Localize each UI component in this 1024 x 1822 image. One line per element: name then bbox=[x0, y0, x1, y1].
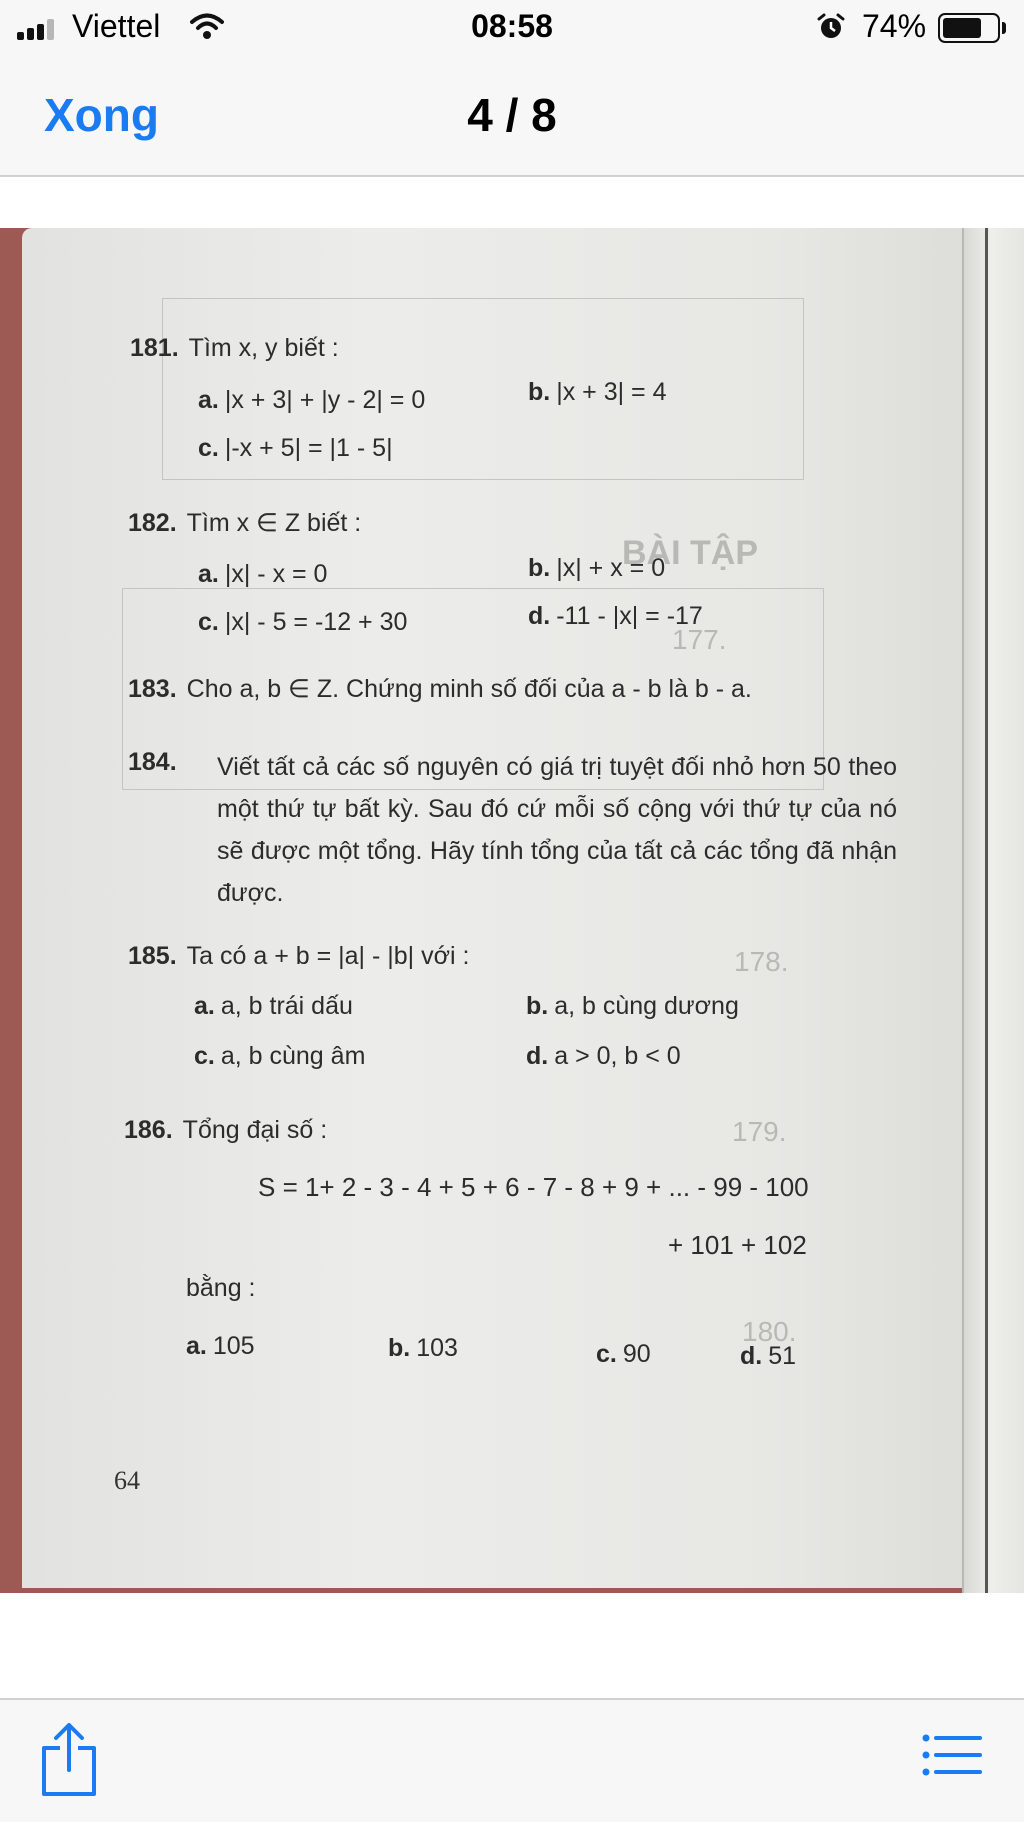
option-label: b. bbox=[388, 1334, 411, 1362]
option-182-b bbox=[528, 554, 665, 583]
option-label: d. bbox=[526, 1042, 549, 1070]
option-label: c. bbox=[198, 434, 219, 462]
option-181-a bbox=[198, 386, 425, 415]
option-text: -11 - |x| = -17 bbox=[556, 602, 703, 630]
battery-icon bbox=[938, 13, 1000, 43]
alarm-icon bbox=[816, 12, 846, 42]
problem-number: 183. bbox=[128, 675, 177, 703]
carrier-name: Viettel bbox=[72, 8, 161, 44]
list-icon[interactable] bbox=[922, 1734, 982, 1776]
bleed-number-180: 180. bbox=[742, 1316, 797, 1347]
option-label: b. bbox=[526, 992, 549, 1020]
problem-185 bbox=[128, 942, 469, 971]
done-button[interactable]: Xong bbox=[44, 89, 159, 141]
navigation-bar bbox=[0, 56, 1024, 177]
battery-tip bbox=[1002, 22, 1006, 34]
problem-184-number bbox=[128, 748, 187, 777]
bleed-number-179: 179. bbox=[732, 1116, 787, 1147]
option-text: a, b trái dấu bbox=[220, 992, 353, 1020]
option-186-c bbox=[596, 1340, 651, 1369]
book-page bbox=[22, 228, 1024, 1588]
option-185-c bbox=[194, 1042, 365, 1071]
bottom-toolbar bbox=[0, 1698, 1024, 1822]
problem-183 bbox=[128, 674, 752, 704]
problem-182 bbox=[128, 508, 361, 538]
option-label: c. bbox=[596, 1340, 617, 1368]
option-182-d bbox=[528, 602, 703, 631]
option-182-a bbox=[198, 560, 327, 589]
option-181-b bbox=[528, 378, 667, 407]
option-label: d. bbox=[528, 602, 551, 630]
problem-prompt: Ta có a + b = |a| - |b| với : bbox=[186, 942, 470, 970]
option-text: |x + 3| = 4 bbox=[556, 378, 667, 406]
option-185-d bbox=[526, 1042, 681, 1071]
problem-184-text: Viết tất cả các số nguyên có giá trị tuyệt đối nhỏ hơn 50 theo một thứ tự bất kỳ. Sau đó cứ mỗi số cộng với thứ tự của nó sẽ được một tổng. Hãy tính tổng của tất cả các tổng đã nhận được. bbox=[217, 753, 897, 907]
status-bar bbox=[0, 0, 1024, 56]
option-186-a bbox=[186, 1332, 255, 1361]
option-label: a. bbox=[194, 992, 215, 1020]
option-text: 90 bbox=[622, 1340, 651, 1368]
option-label: c. bbox=[198, 608, 219, 636]
option-text: 103 bbox=[416, 1334, 458, 1362]
option-185-a bbox=[194, 992, 353, 1021]
bleed-number-178: 178. bbox=[734, 946, 789, 977]
formula-line-2: + 101 + 102 bbox=[668, 1230, 807, 1260]
option-label: d. bbox=[740, 1342, 763, 1370]
option-text: 105 bbox=[212, 1332, 255, 1360]
problem-prompt: Tìm x ∈ Z biết : bbox=[186, 509, 362, 537]
option-text: a, b cùng dương bbox=[554, 992, 739, 1020]
formula-line-1: S = 1+ 2 - 3 - 4 + 5 + 6 - 7 - 8 + 9 + ... - 99 - 100 bbox=[258, 1172, 809, 1202]
answer-intro: bằng : bbox=[186, 1274, 256, 1302]
option-text: a > 0, b < 0 bbox=[554, 1042, 681, 1070]
bleed-number-177: 177. bbox=[672, 624, 727, 655]
option-181-c bbox=[198, 434, 393, 463]
option-label: a. bbox=[198, 560, 219, 588]
option-186-d bbox=[740, 1342, 796, 1371]
option-label: c. bbox=[194, 1042, 215, 1070]
battery-level bbox=[943, 18, 981, 38]
share-icon[interactable] bbox=[40, 1722, 98, 1798]
option-label: a. bbox=[186, 1332, 207, 1360]
option-text: |x| - 5 = -12 + 30 bbox=[224, 608, 408, 636]
page-number: 64 bbox=[114, 1466, 140, 1495]
adjacent-page-edge bbox=[962, 228, 1024, 1593]
problem-number: 181. bbox=[130, 334, 179, 362]
option-text: 51 bbox=[768, 1342, 797, 1370]
option-186-b bbox=[388, 1334, 458, 1363]
problem-186 bbox=[124, 1116, 327, 1145]
status-time: 08:58 bbox=[471, 8, 553, 44]
bleed-heading: BÀI TẬP bbox=[622, 534, 758, 572]
problem-prompt: Cho a, b ∈ Z. Chứng minh số đối của a - b là b - a. bbox=[186, 675, 752, 703]
problem-prompt: Tổng đại số : bbox=[182, 1116, 328, 1144]
option-label: b. bbox=[528, 378, 551, 406]
option-label: a. bbox=[198, 386, 219, 414]
problem-number: 185. bbox=[128, 942, 177, 970]
problem-prompt: Tìm x, y biết : bbox=[188, 334, 339, 362]
battery-percent: 74% bbox=[862, 8, 927, 44]
problem-number: 182. bbox=[128, 509, 177, 537]
option-182-c bbox=[198, 608, 407, 637]
option-text: a, b cùng âm bbox=[220, 1042, 366, 1070]
page-edge-line bbox=[985, 228, 988, 1593]
problem-number: 186. bbox=[124, 1116, 173, 1144]
option-text: |-x + 5| = |1 - 5| bbox=[224, 434, 393, 462]
option-text: |x + 3| + |y - 2| = 0 bbox=[224, 386, 426, 414]
document-photo[interactable] bbox=[0, 228, 1024, 1593]
problem-number: 184. bbox=[128, 748, 177, 776]
option-label: b. bbox=[528, 554, 551, 582]
option-185-b bbox=[526, 992, 739, 1021]
problem-181 bbox=[130, 334, 339, 363]
page-counter: 4 / 8 bbox=[467, 89, 557, 141]
option-text: |x| + x = 0 bbox=[556, 554, 666, 582]
option-text: |x| - x = 0 bbox=[224, 560, 328, 588]
